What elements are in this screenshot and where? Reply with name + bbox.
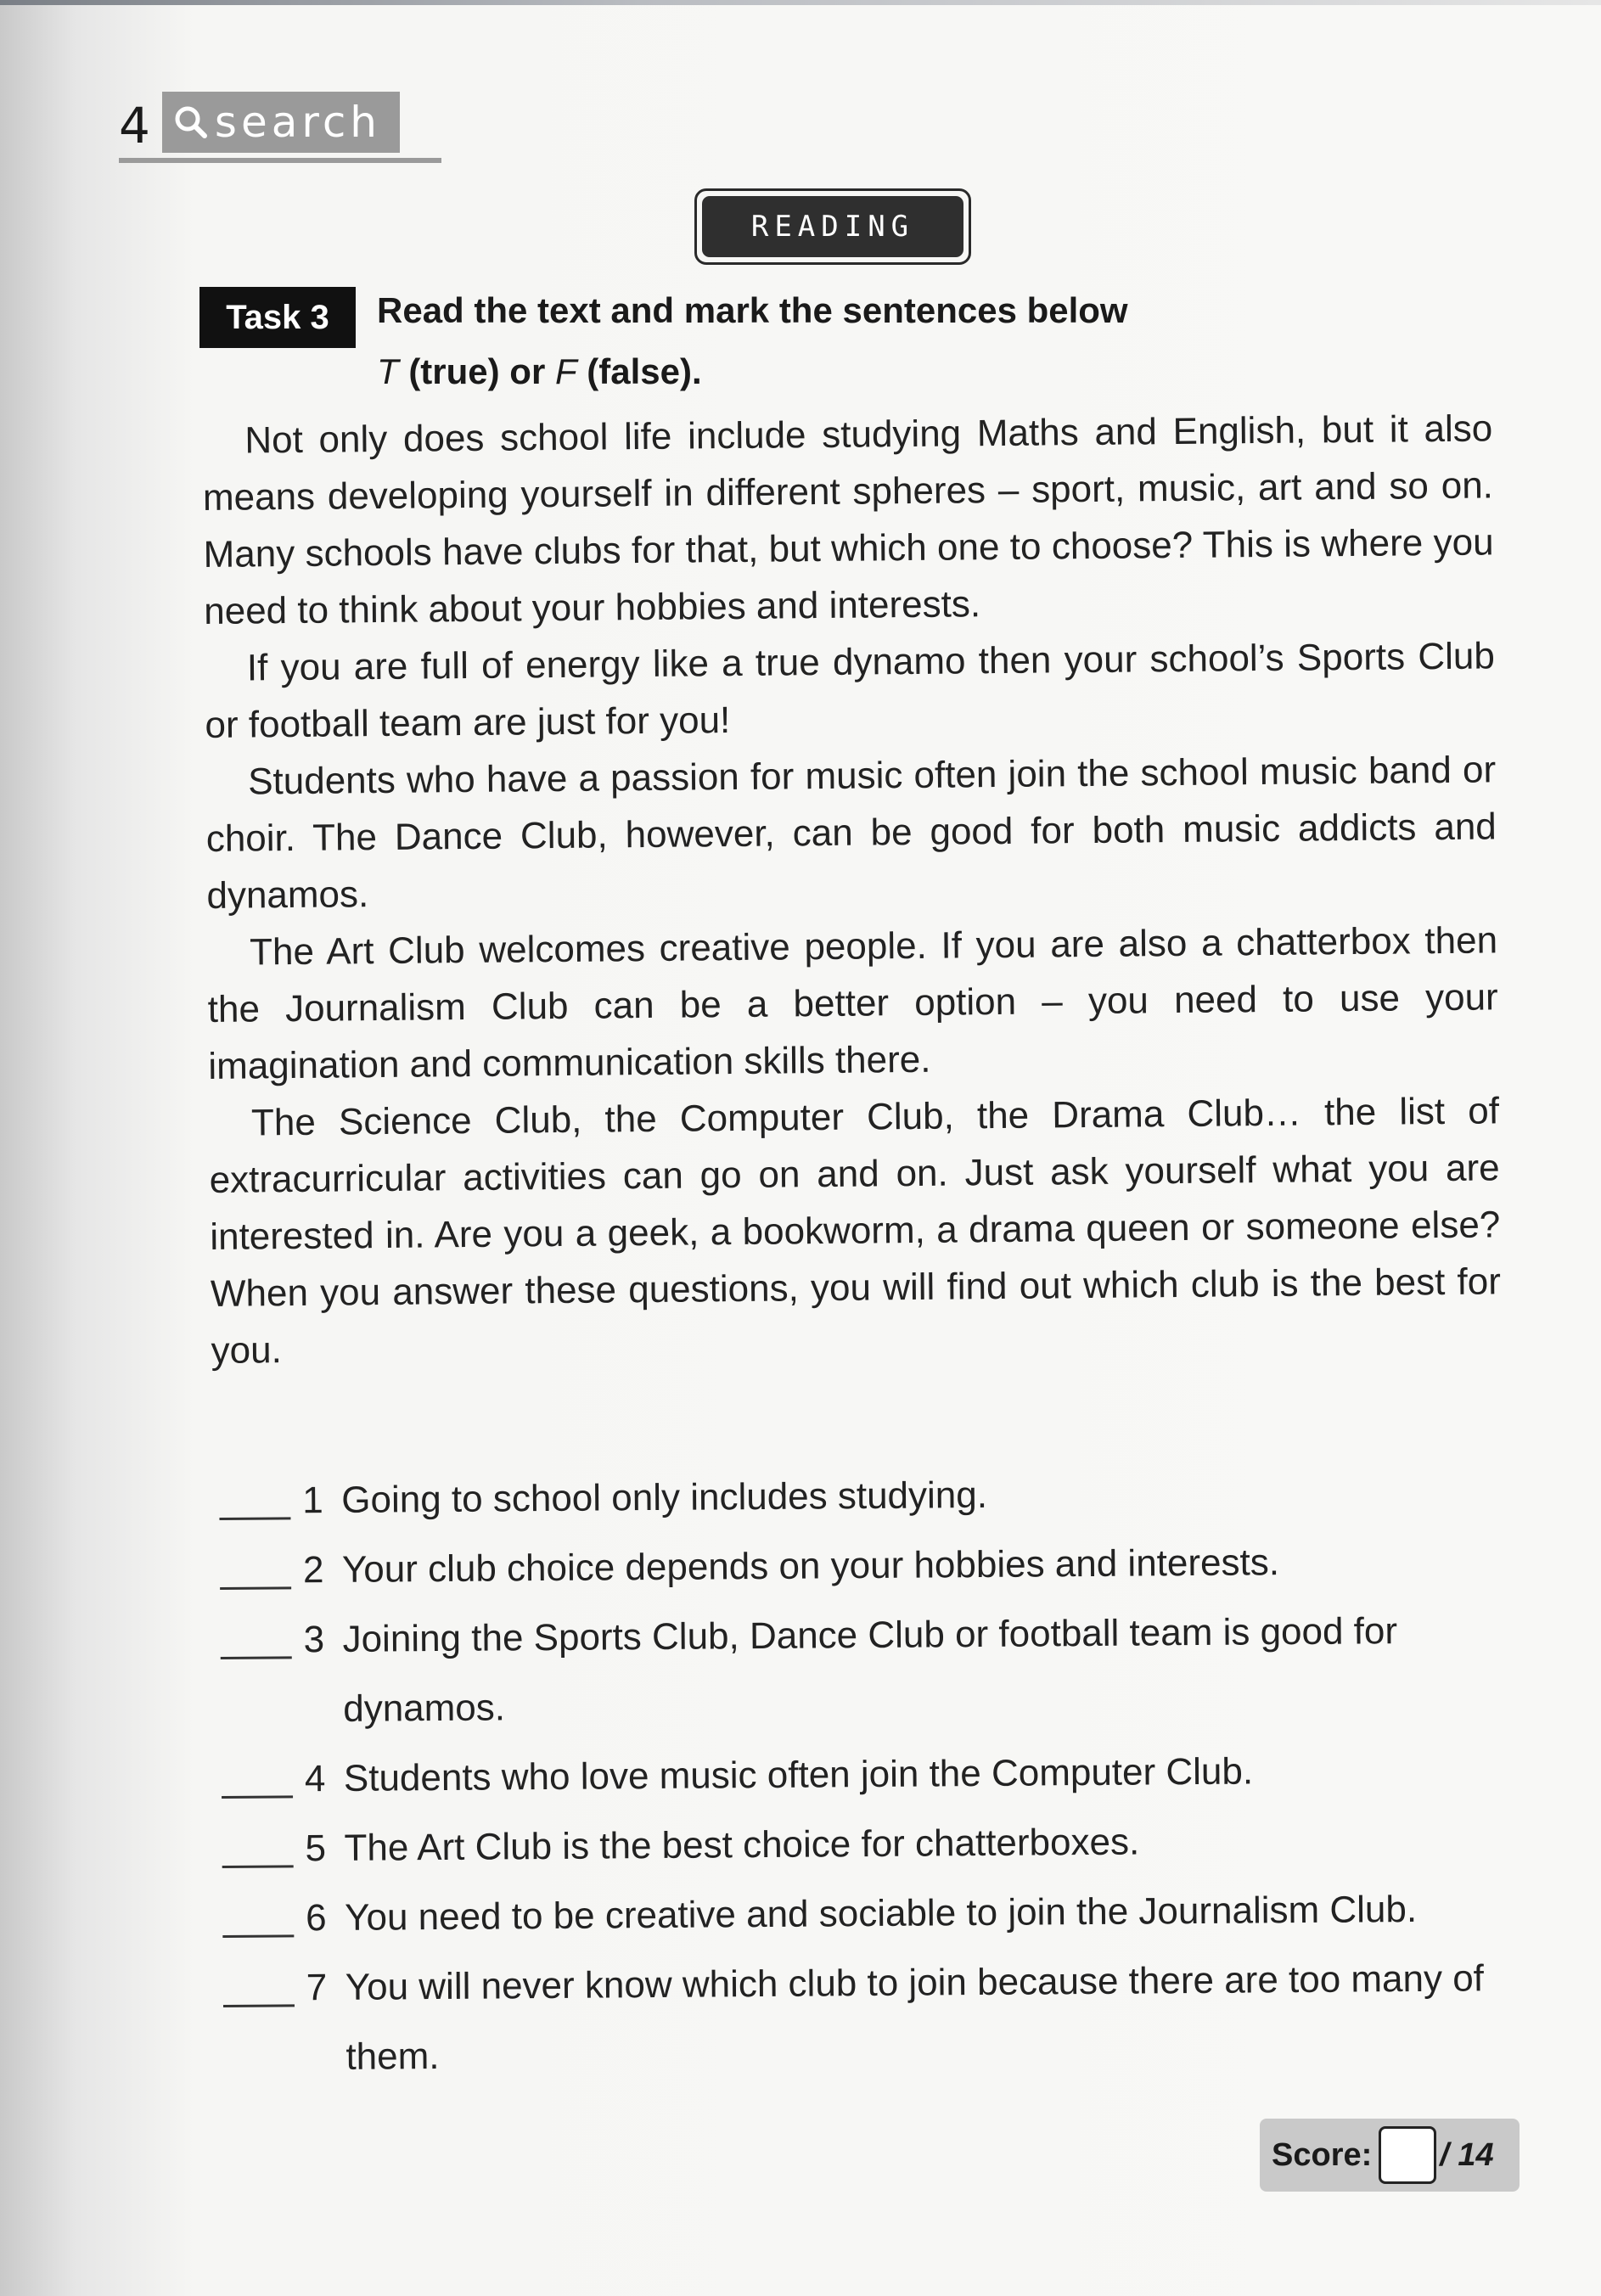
statement-item [220,1596,1528,1745]
false-text: (false). [576,351,702,391]
reading-paragraph: The Science Club, the Computer Club, the Drama Club… the list of extracurricular activities can go on and on. Just ask yourself what you are interested in. Are you a geek, a bookworm, a drama queen or someone else? When you answer these questions, you will find out which club is the best for you. [209,1090,1502,1372]
reading-text [202,400,1502,1379]
statement-list [219,1457,1531,2093]
statement-item [222,1874,1531,1954]
instruction-line-1: Read the text and mark the sentences below [377,290,1128,330]
answer-blank[interactable] [219,1466,290,1520]
statement-number: 2 [302,1549,324,1591]
statement-item [222,1805,1530,1884]
answer-blank[interactable] [222,1814,293,1868]
statement-number: 3 [303,1619,325,1661]
statement-item [223,1944,1531,2093]
statement-item [219,1457,1527,1536]
search-icon [172,104,210,141]
answer-blank[interactable] [223,1953,295,2007]
reading-paragraph: If you are full of energy like a true dynamo then your school’s Sports Club or football team are just for you! [205,635,1496,746]
statement-text: The Art Club is the best choice for chatterboxes. [344,1821,1140,1869]
top-rule [0,0,1601,5]
answer-blank[interactable] [220,1535,291,1590]
search-tag [162,92,400,153]
statement-number: 7 [306,1967,328,2009]
answer-blank[interactable] [222,1883,294,1938]
statement-text: Students who love music often join the Computer Club. [343,1750,1254,1799]
statement-item [222,1735,1530,1815]
false-letter: F [554,351,577,391]
reading-paragraph: Students who have a passion for music often join the school music band or choir. The Dance Club, however, can be good for both music addicts and dynamos. [205,749,1497,917]
answer-blank[interactable] [222,1744,293,1799]
task-instruction [377,280,1226,402]
unit-number: 4 [119,97,150,154]
reading-paragraph: The Art Club welcomes creative people. If you are also a chatterbox then the Journalism Club can be a better option – you need to use your imagination and communication skills there. [207,919,1498,1087]
score-input-box[interactable] [1379,2126,1436,2184]
statement-text: Going to school only includes studying. [341,1474,988,1521]
reading-paragraph: Not only does school life include studying Maths and English, but it also means developing yourself in different spheres – sport, music, art and so on. Many schools have clubs for that, but which one to choose? This is where you need to think about your hobbies and interests. [202,407,1494,632]
true-letter: T [377,351,399,391]
search-label: search [214,98,381,147]
statement-text: Joining the Sports Club, Dance Club or football team is good for dynamos. [342,1610,1398,1730]
score-label: Score: [1272,2136,1373,2173]
true-text: (true) or [398,351,555,391]
header-underline [119,158,441,163]
answer-blank[interactable] [220,1605,291,1659]
statement-number: 5 [305,1827,327,1870]
statement-number: 1 [302,1479,323,1522]
statement-item [220,1526,1528,1606]
statement-text: Your club choice depends on your hobbies and interests. [341,1541,1280,1591]
statement-text: You need to be creative and sociable to join the Journalism Club. [344,1888,1418,1939]
statement-number: 4 [304,1758,326,1800]
section-label: READING [702,196,963,257]
instruction-line-2 [377,341,1226,402]
task-label: Task 3 [199,287,356,348]
score-panel [1260,2119,1520,2192]
statement-text: You will never know which club to join because there are too many of them. [345,1957,1485,2078]
statement-number: 6 [305,1897,327,1940]
score-max: / 14 [1440,2136,1494,2173]
section-badge [694,188,971,265]
unit-header [119,92,400,153]
